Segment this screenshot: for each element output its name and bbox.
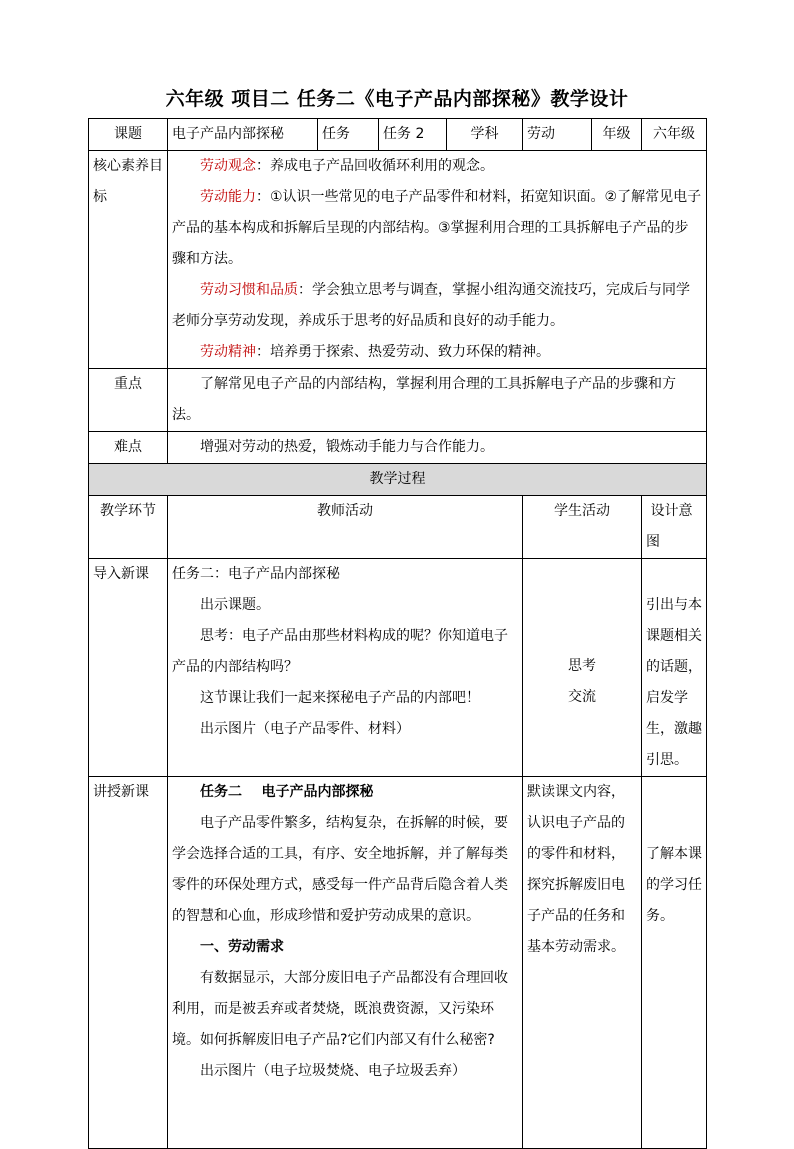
intro-teacher: [168, 559, 523, 777]
intro-t4: 这节课让我们一起来探秘电子产品的内部吧！: [200, 690, 480, 706]
intro-s2: 交流: [568, 689, 596, 705]
col-student-header: 学生活动: [523, 496, 642, 559]
intro-stage: 导入新课: [89, 559, 168, 777]
lecture-stage: 讲授新课: [89, 777, 168, 1149]
intro-t3: 思考：电子产品由那些材料构成的呢？你知道电子产品的内部结构吗？: [172, 628, 508, 675]
core-key-4: 劳动精神: [200, 344, 256, 360]
difficulty-text: 增强对劳动的热爱，锻炼动手能力与合作能力。: [168, 432, 707, 464]
core-key-3: 劳动习惯和品质: [200, 282, 298, 298]
intro-t1: 任务二：电子产品内部探秘: [172, 566, 340, 582]
lecture-t3: 一、劳动需求: [200, 939, 284, 955]
intro-intent: 引出与本课题相关的话题，启发学生，激趣引思。: [642, 559, 707, 777]
subject-label: 学科: [447, 119, 523, 151]
task-value: 任务 2: [379, 119, 447, 151]
core-text-4: ：培养勇于探索、热爱劳动、致力环保的精神。: [256, 344, 550, 360]
column-header-row: [89, 496, 707, 559]
document-title: 六年级 项目二 任务二《电子产品内部探秘》教学设计: [165, 88, 629, 110]
lecture-t1: 任务二 电子产品内部探秘: [200, 784, 374, 800]
lecture-intent: 了解本课的学习任务。: [642, 777, 707, 1149]
key-point-label: 重点: [89, 369, 168, 432]
lecture-row: [89, 777, 707, 1149]
intro-t2: 出示课题。: [200, 597, 270, 613]
core-text-3: ：学会独立思考与调查，掌握小组沟通交流技巧，完成后与同学老师分享劳动发现，养成乐于思考的好品质和良好的动手能力。: [172, 282, 690, 329]
lesson-plan-table: [88, 118, 707, 1149]
key-point-row: [89, 369, 707, 432]
intro-row: [89, 559, 707, 777]
core-label: 核心素养目标: [89, 151, 168, 369]
topic-value: 电子产品内部探秘: [168, 119, 318, 151]
intro-s1: 思考: [568, 658, 596, 674]
intro-student: [523, 559, 642, 777]
core-key-2: 劳动能力: [200, 189, 256, 205]
core-competency-row: [89, 151, 707, 369]
col-stage-header: 教学环节: [89, 496, 168, 559]
info-row: [89, 119, 707, 151]
intro-t5: 出示图片（电子产品零件、材料）: [200, 721, 410, 737]
core-text-1: ：养成电子产品回收循环利用的观念。: [256, 158, 494, 174]
core-key-1: 劳动观念: [200, 158, 256, 174]
lecture-t4: 有数据显示，大部分废旧电子产品都没有合理回收利用，而是被丢弃或者焚烧，既浪费资源，又污染环境。如何拆解废旧电子产品?它们内部又有什么秘密?: [172, 970, 508, 1048]
subject-value: 劳动: [523, 119, 592, 151]
task-label: 任务: [318, 119, 379, 151]
grade-value: 六年级: [642, 119, 707, 151]
core-text-2: ：①认识一些常见的电子产品零件和材料，拓宽知识面。②了解常见电子产品的基本构成和拆解后呈现的内部结构。③掌握利用合理的工具拆解电子产品的步骤和方法。: [172, 189, 702, 267]
difficulty-row: [89, 432, 707, 464]
lecture-teacher: [168, 777, 523, 1149]
grade-label: 年级: [592, 119, 642, 151]
col-intent-header: 设计意图: [642, 496, 707, 559]
lecture-t5: 出示图片（电子垃圾焚烧、电子垃圾丢弃）: [200, 1063, 466, 1079]
process-header: 教学过程: [89, 464, 707, 496]
process-header-row: [89, 464, 707, 496]
col-teacher-header: 教师活动: [168, 496, 523, 559]
lecture-student: 默读课文内容，认识电子产品的的零件和材料，探究拆解废旧电子产品的任务和基本劳动需求。: [523, 777, 642, 1149]
difficulty-label: 难点: [89, 432, 168, 464]
lecture-t2: 电子产品零件繁多，结构复杂，在拆解的时候，要学会选择合适的工具，有序、安全地拆解，并了解每类零件的环保处理方式，感受每一件产品背后隐含着人类的智慧和心血，形成珍惜和爱护劳动成果的意识。: [172, 815, 508, 924]
core-content: [168, 151, 707, 369]
topic-label: 课题: [89, 119, 168, 151]
key-point-text: 了解常见电子产品的内部结构，掌握利用合理的工具拆解电子产品的步骤和方法。: [168, 369, 707, 432]
